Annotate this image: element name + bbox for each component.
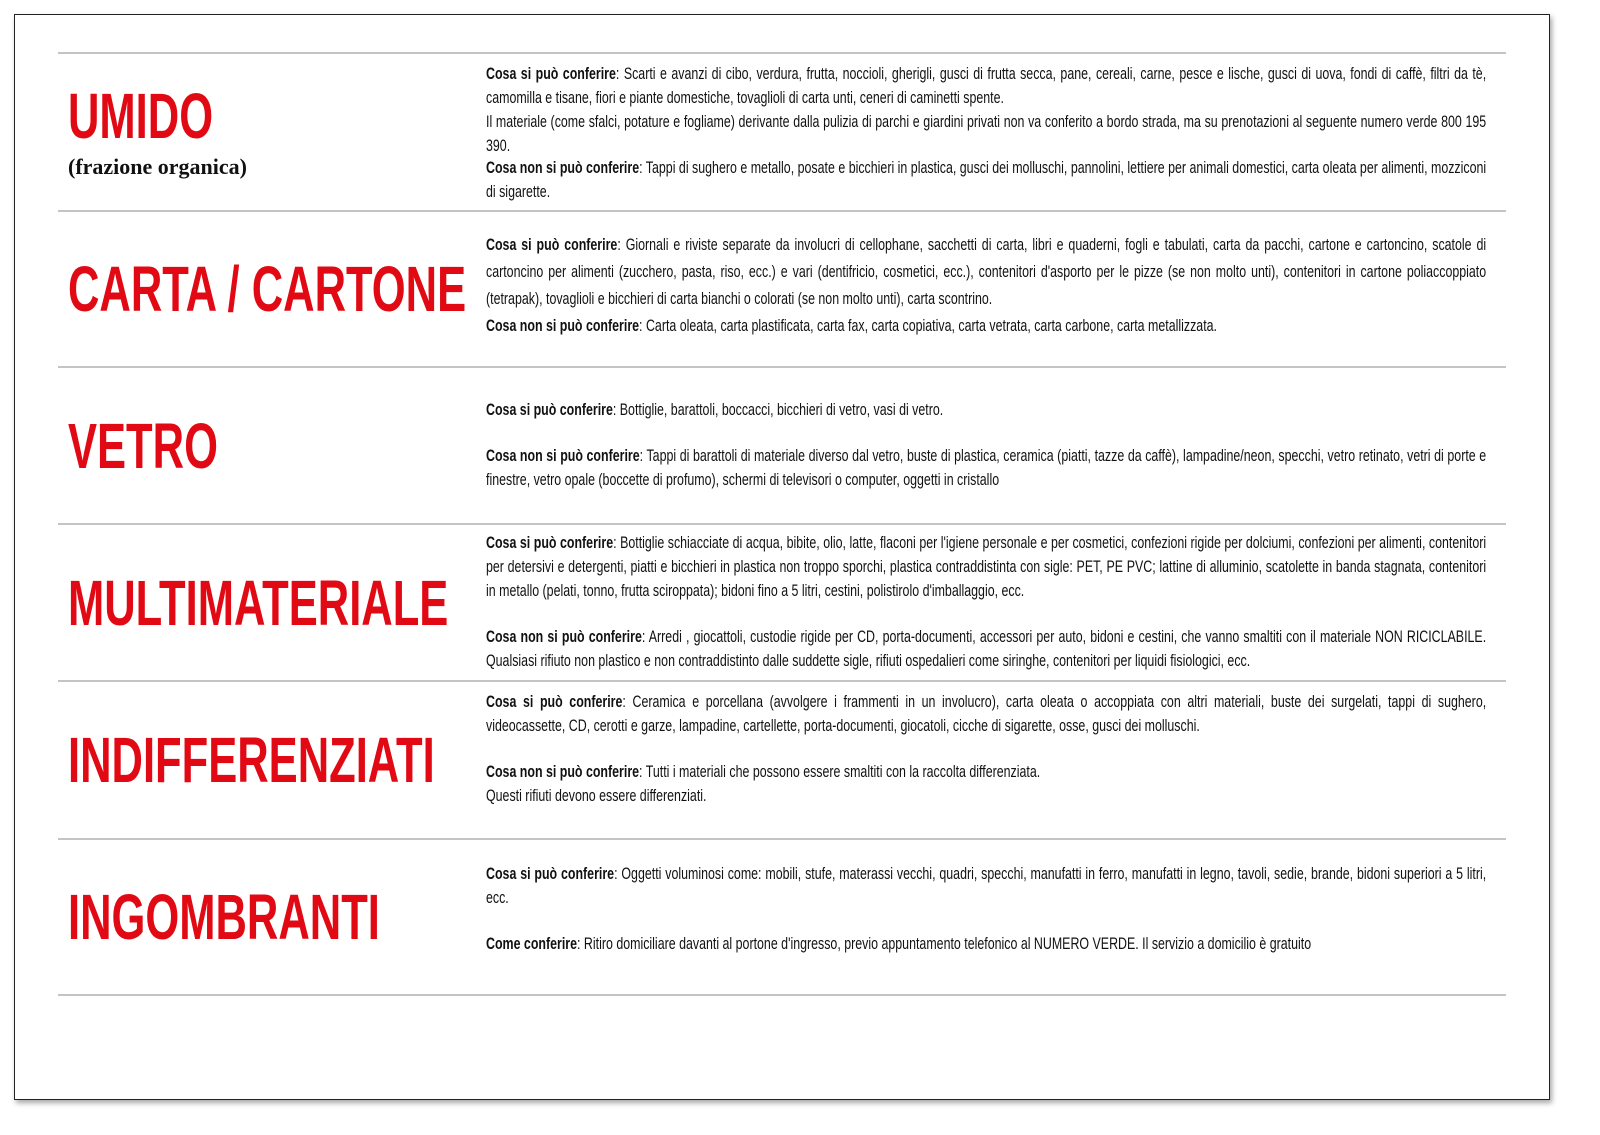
section-indifferenziati [58, 682, 1506, 838]
allowed-text: Ceramica e porcellana (avvolgere i frammenti in un involucro), carta oleata o accoppiata con altri materiali, buste dei surgelati, tappi di sughero, videocassette, CD, cerotti e garze, lampadine, cartellette, porta-documenti, giocatoli, cicche di sigarette, osse, gusci dei molluschi. [486, 693, 1487, 735]
not-allowed-text: Carta oleata, carta plastificata, carta fax, carta copiativa, carta vetrata, carta carbone, carta metallizzata. [645, 317, 1217, 335]
allowed-paragraph: Cosa si può conferire: Ceramica e porcellana (avvolgere i frammenti in un involucro), carta oleata o accoppiata con altri materiali, buste dei surgelati, tappi di sughero, videocassette, CD, cerotti e garze, lampadine, cartellette, porta-documenti, giocatoli, cicche di sigarette, osse, gusci dei molluschi. [486, 693, 1487, 735]
not-allowed-paragraph: Cosa non si può conferire: Arredi , giocattoli, custodie rigide per CD, porta-documenti, accessori per auto, bidoni e cestini, che vanno smaltiti con il materiale NON RICICLABILE. Qualsiasi rifiuto non plastico e non contraddistinto dalle suddette sigle, rifiuti ospedalieri come siringhe, contenitori per liquidi fisiologici, ecc. [486, 628, 1487, 670]
not-allowed-label: Cosa non si può conferire [486, 317, 640, 335]
not-allowed-paragraph: Cosa non si può conferire: Tappi di sughero e metallo, posate e bicchieri in plastica, gusci dei molluschi, pannolini, lettiere per animali domestici, carta oleata per alimenti, mozziconi di sigarette. [486, 159, 1487, 201]
allowed-paragraph: Cosa si può conferire: Scarti e avanzi di cibo, verdura, frutta, noccioli, gherigli, gusci di frutta secca, pane, cereali, carne, pesce e lische, gusci di uova, fondi di caffè, filtri da tè, camomilla e tisane, fiori e piante domestiche, tovaglioli di carta unti, ceneri di caminetti spente. Il materiale (come sfalci, potature e fogliame) derivante dalla pulizia di parchi e giardini privati non va conferito a bordo strada, ma su prenotazioni al seguente numero verde 800 195 390. [486, 65, 1487, 155]
not-allowed-label: Cosa non si può conferire [486, 159, 640, 177]
not-allowed-text: Tutti i materiali che possono essere smaltiti con la raccolta differenziata. [645, 763, 1041, 781]
category-description [486, 54, 1486, 210]
section-ingombranti [58, 840, 1506, 994]
allowed-text: Bottiglie, barattoli, boccacci, bicchieri di vetro, vasi di vetro. [619, 401, 944, 419]
category-name: INGOMBRANTI [68, 881, 380, 953]
allowed-text: Oggetti voluminosi come: mobili, stufe, materassi vecchi, quadri, specchi, manufatti in ferro, manufatti in legno, tavoli, sedie, brande, bidoni superiori a 5 litri, ecc. [486, 865, 1487, 907]
category-description [486, 840, 1486, 994]
allowed-paragraph: Cosa si può conferire: Bottiglie, barattoli, boccacci, bicchieri di vetro, vasi di vetro. [486, 401, 944, 419]
allowed-text: Bottiglie schiacciate di acqua, bibite, olio, latte, flaconi per l'igiene personale e per cosmetici, confezioni rigide per dolciumi, confezioni per alimenti, contenitori per detersivi e detergenti, piatti e bicchieri in plastica non troppo sporchi, plastica contraddistinta con sigle: PET, PE PVC; lattine di alluminio, scatolette in banda stagnata, contenitori in metallo (pelati, tonno, frutta sciroppata); bidoni fino a 5 litri, cestini, polistirolo d'imballaggio, ecc. [486, 534, 1487, 600]
allowed-paragraph: Cosa si può conferire: Bottiglie schiacciate di acqua, bibite, olio, latte, flaconi per l'igiene personale e per cosmetici, confezioni rigide per dolciumi, confezioni per alimenti, contenitori per detersivi e detergenti, piatti e bicchieri in plastica non troppo sporchi, plastica contraddistinta con sigle: PET, PE PVC; lattine di alluminio, scatolette in banda stagnata, contenitori in metallo (pelati, tonno, frutta sciroppata); bidoni fino a 5 litri, cestini, polistirolo d'imballaggio, ecc. [486, 534, 1487, 600]
how-paragraph: Come conferire: Ritiro domiciliare davanti al portone d'ingresso, previo appuntamento telefonico al NUMERO VERDE. Il servizio a domicilio è gratuito [486, 935, 1312, 953]
note-text: Il materiale (come sfalci, potature e fogliame) derivante dalla pulizia di parchi e giardini privati non va conferito a bordo strada, ma su prenotazioni al seguente numero verde 800 195 390. [486, 113, 1487, 155]
allowed-label: Cosa si può conferire [486, 534, 614, 552]
allowed-label: Cosa si può conferire [486, 401, 613, 419]
not-allowed-label: Cosa non si può conferire [486, 763, 640, 781]
allowed-label: Cosa si può conferire [486, 693, 623, 711]
category-description [486, 212, 1486, 366]
section-vetro [58, 368, 1506, 523]
allowed-paragraph: Cosa si può conferire: Oggetti voluminosi come: mobili, stufe, materassi vecchi, quadri, specchi, manufatti in ferro, manufatti in legno, tavoli, sedie, brande, bidoni superiori a 5 litri, ecc. [486, 865, 1487, 907]
category-heading [68, 840, 478, 994]
allowed-text: Scarti e avanzi di cibo, verdura, frutta, noccioli, gherigli, gusci di frutta secca, pane, cereali, carne, pesce e lische, gusci di uova, fondi di caffè, filtri da tè, camomilla e tisane, fiori e piante domestiche, tovaglioli di carta unti, ceneri di caminetti spente. [486, 65, 1487, 107]
section-carta-cartone [58, 212, 1506, 366]
not-allowed-paragraph: Cosa non si può conferire: Carta oleata, carta plastificata, carta fax, carta copiativa, carta vetrata, carta carbone, carta metallizzata. [486, 317, 1217, 335]
spacer [486, 738, 1486, 760]
category-name: VETRO [68, 409, 218, 482]
not-allowed-text: Tappi di barattoli di materiale diverso dal vetro, buste di plastica, ceramica (piatti, tazze da caffè), lampadine/neon, specchi, vetro retinato, vetri di porte e finestre, vetro opale (boccette di profumo), schermi di televisori o computer, oggetti in cristallo [486, 447, 1487, 489]
category-name: MULTIMATERIALE [68, 566, 449, 639]
category-name: INDIFFERENZIATI [68, 724, 435, 796]
spacer [486, 910, 1486, 932]
section-multimateriale [58, 525, 1506, 680]
category-description [486, 682, 1486, 838]
not-allowed-text: Tappi di sughero e metallo, posate e bicchieri in plastica, gusci dei molluschi, pannolini, lettiere per animali domestici, carta oleata per alimenti, mozziconi di sigarette. [486, 159, 1487, 201]
spacer [486, 422, 1486, 444]
category-heading [68, 54, 478, 210]
category-heading [68, 368, 478, 523]
section-umido [58, 54, 1506, 210]
not-allowed-paragraph: Cosa non si può conferire: Tutti i materiali che possono essere smaltiti con la raccolta differenziata. Questi rifiuti devono essere differenziati. [486, 763, 1041, 805]
category-heading [68, 525, 478, 680]
category-heading [68, 682, 478, 838]
category-name: UMIDO [68, 80, 214, 152]
category-subtitle: (frazione organica) [68, 154, 247, 179]
not-allowed-label: Cosa non si può conferire [486, 447, 640, 465]
spacer [486, 603, 1486, 625]
divider [58, 994, 1506, 996]
how-text: Ritiro domiciliare davanti al portone d'ingresso, previo appuntamento telefonico al NUMERO VERDE. Il servizio a domicilio è gratuito [583, 935, 1312, 953]
allowed-label: Cosa si può conferire [486, 65, 616, 83]
not-allowed-text: Arredi , giocattoli, custodie rigide per CD, porta-documenti, accessori per auto, bidoni e cestini, che vanno smaltiti con il materiale NON RICICLABILE. Qualsiasi rifiuto non plastico e non contraddistinto dalle suddette sigle, rifiuti ospedalieri come siringhe, contenitori per liquidi fisiologici, ecc. [486, 628, 1487, 670]
allowed-label: Cosa si può conferire [486, 865, 615, 883]
how-label: Come conferire [486, 935, 578, 953]
not-allowed-paragraph: Cosa non si può conferire: Tappi di barattoli di materiale diverso dal vetro, buste di plastica, ceramica (piatti, tazze da caffè), lampadine/neon, specchi, vetro retinato, vetri di porte e finestre, vetro opale (boccette di profumo), schermi di televisori o computer, oggetti in cristallo [486, 447, 1487, 489]
category-description [486, 525, 1486, 680]
allowed-text: Giornali e riviste separate da involucri di cellophane, sacchetti di carta, libri e quaderni, fogli e tabulati, carta da pacchi, cartone e cartoncino, scatole di cartoncino per alimenti (zucchero, pasta, riso, ecc.) e vari (dentifricio, cosmetici, ecc.), contenitori d'asporto per le pizze (se non molto unti), contenitori in cartone poliaccoppiato (tetrapak), tovaglioli e bicchieri di carta bianchi o colorati (se non molto unti), carta scontrino. [486, 236, 1487, 308]
not-allowed-label: Cosa non si può conferire [486, 628, 642, 646]
allowed-label: Cosa si può conferire [486, 236, 618, 254]
category-description [486, 368, 1486, 523]
category-name: CARTA / CARTONE [68, 253, 467, 325]
category-heading [68, 212, 478, 366]
allowed-paragraph: Cosa si può conferire: Giornali e riviste separate da involucri di cellophane, sacchetti di carta, libri e quaderni, fogli e tabulati, carta da pacchi, cartone e cartoncino, scatole di cartoncino per alimenti (zucchero, pasta, riso, ecc.) e vari (dentifricio, cosmetici, ecc.), contenitori d'asporto per le pizze (se non molto unti), contenitori in cartone poliaccoppiato (tetrapak), tovaglioli e bicchieri di carta bianchi o colorati (se non molto unti), carta scontrino. [486, 236, 1487, 308]
note-text: Questi rifiuti devono essere differenziati. [486, 787, 707, 805]
